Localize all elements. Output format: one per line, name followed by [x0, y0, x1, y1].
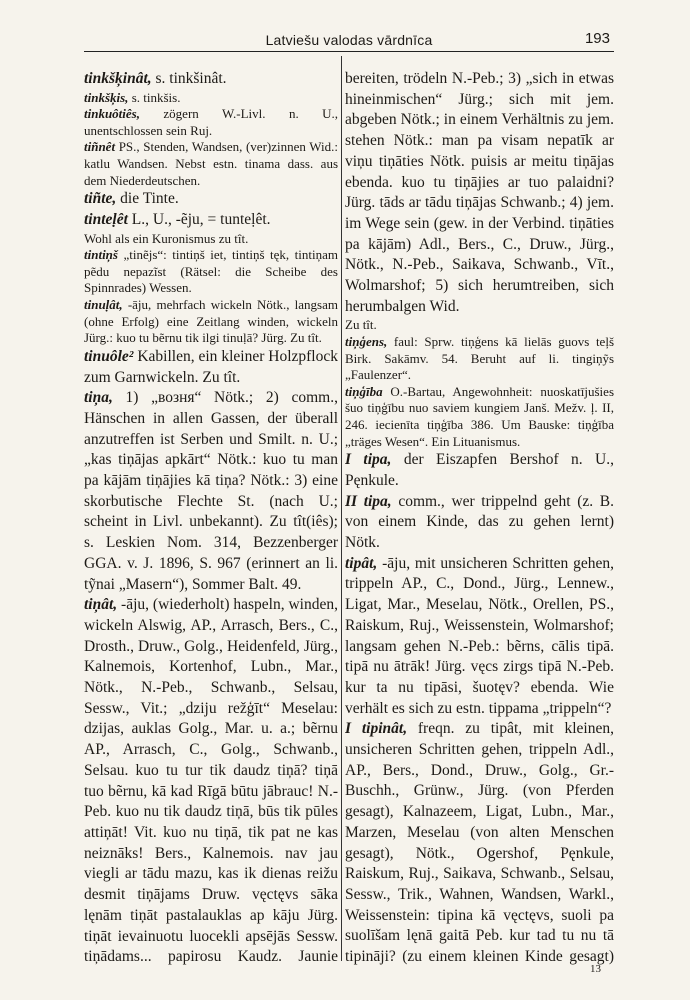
dictionary-entry [84, 595, 338, 969]
dictionary-entry [84, 69, 338, 90]
page-number: 193 [584, 30, 610, 47]
entry-headword: tinteḷêt [84, 210, 128, 228]
dictionary-entry [84, 347, 338, 388]
entry-text: der Eiszapfen Bershof n. U., Pęnkule. [345, 451, 614, 489]
dictionary-entry [84, 247, 338, 297]
dictionary-entry [345, 719, 614, 969]
entry-headword: I tipinât, [345, 720, 408, 738]
entry-text: bereiten, trödeln N.-Peb.; 3) „sich in etwas hineinmischen“ Jürg.; sich mit jem. abgeben Nötk.; in einem Verhältnis zu jem. stehen Nötk.: man pa visam nepatīk ar viņu tiņāties Nötk. puisis ar meitu tiņājas ebenda. kuo tu tiņājies ar tuo palaidni? Jürg. tāds ar tādu tiņājas Schwanb.; 4) jem. im Wege sein (gew. in der Verbind. tiņāties pa kājām) Adl., Bers., C., Druw., Jürg., Nötk., N.-Peb., Saikava, Schwanb., Vīt., Wolmarshof; 5) sich herumtreiben, sich herumbalgen Wid. [345, 70, 614, 315]
dictionary-entry [84, 388, 338, 595]
entry-text: faul: Sprw. tiņģens kā lielās guovs teļš Birk. Sakāmv. 54. Beruht auf li. tingiņỹs „Faulenzer“. [345, 334, 614, 383]
entry-text: -āju, mit unsicheren Schritten gehen, trippeln AP., C., Dond., Jürg., Lennew., Ligat, Mar., Meselau, Nötk., Orellen, PS., Raiskum, Ruj., Weissenstein, Wolmarshof; langsam gehen N.-Peb.: bẽrns, cālis tipā. tipā nu ātrāk! Jürg. vęcs zirgs tipā N.-Peb. kur ta nu tipāsi, šuotęv? ebenda. Wie verhält es sich zu estn. tippama „trippeln“? [345, 554, 614, 717]
dictionary-entry [345, 450, 614, 491]
entry-headword: tiñnêt [84, 139, 116, 155]
signature-mark: 13 [590, 963, 601, 975]
entry-headword: tintiņš [84, 247, 118, 263]
dictionary-entry [84, 210, 338, 231]
dictionary-entry [345, 384, 614, 450]
entry-headword: tinkšķinât, [84, 70, 152, 87]
dictionary-entry [345, 554, 614, 720]
dictionary-entry [84, 297, 338, 347]
entry-text: Wohl als ein Kuronismus zu tît. [84, 230, 249, 246]
entry-text: s. tinkšinât. [151, 70, 227, 87]
dictionary-entry [84, 231, 338, 248]
dictionary-entry [345, 317, 614, 334]
entry-headword: tiņģība [345, 383, 383, 399]
entry-text: -āju, (wiederholt) haspeln, winden, wickeln Alswig, AP., Arrasch, Bers., C., Drosth., Druw., Golg., Heidenfeld, Jürg., Kalnemois, Kortenhof, Lubn., Mar., Nötk., N.-Peb., Schwanb., Selsau, Sessw., Vit.; „dziju režģīt“ Meselau: dzijas, auklas Golg., Mar. u. a.; bẽrnu AP., Arrasch, C., Golg., Schwanb., Selsau. kuo tu tur tik daudz tiņā? tiņā tuo bẽrnu, kā kad Rīgā būtu jābrauc! N.-Peb. kuo nu tik daudz tiņā, būs tik pūles attiņāt! Vit. kuo nu tiņā, tik pat ne kas neiznāks! Bers., Kalnemois. nav jau viegli ar tādu mazu, kas ik dienas reižu desmit tiņājams Druw. vęctęvs sāka lęnām tiņāt pastalauklas ap kāju Jürg. tiņāt ievainuotu luocekli apsējās Sessw. tiņādams... papirosu Kaudz. Jaunie [84, 596, 338, 966]
entry-text: freqn. zu tipât, mit kleinen, unsicheren Schritten gehen, trippeln Adl., AP., Bers., Dond., Druw., Golg., Gr.-Buschh., Grünw., Jürg. (von Pferden gesagt), Kalnazeem, Ligat, Lubn., Mar., Marzen, Meselau (von alten Menschen gesagt), Nötk., Ogershof, Pęnkule, Raiskum, Ruj., Saikava, Schwanb., Selsau, Sessw., Trik., Wahnen, Wandsen, Warkl., Weissenstein: tipina kā vęctęvs, suoli pa suolīšam lęnā gaitā Peb. kur tad tu nu tā tipināji? (zu einem kleinen Kinde gesagt) [345, 720, 614, 966]
left-column [84, 69, 338, 969]
running-title: Latviešu valodas vārdnīca [265, 32, 433, 48]
dictionary-entry [345, 334, 614, 384]
entry-headword: II tipa, [345, 492, 392, 510]
entry-headword: tinuḷât, [84, 297, 123, 313]
entry-text: -āju, mehrfach wickeln Nötk., langsam (ohne Erfolg) eine Zeitlang winden, wickeln Jürg.: kuo tu bẽrnu tik ilgi tinuḷā? Jürg. Zu tît. [84, 297, 338, 346]
entry-text: zögern W.-Livl. n. U., unentschlossen sein Ruj. [84, 106, 338, 138]
dictionary-entry [84, 106, 338, 139]
entry-headword: tiņa, [84, 389, 113, 407]
entry-headword: tinkuôtiês, [84, 106, 140, 122]
entry-text: Kabillen, ein kleiner Holzpflock zum Garnwickeln. Zu tît. [84, 347, 338, 386]
entry-text: O.-Bartau, Angewohnheit: nuoskatījušies šuo tiņģību nuo saviem kungiem Janš. Mežv. ļ. II, 246. iecienīta tiņģība 386. Um Bauske: tiņģība „träges Wesen“. Ein Lituanismus. [345, 383, 614, 449]
dictionary-entry [345, 492, 614, 554]
entry-headword: tiņât, [84, 596, 118, 614]
entry-headword: tinuôle² [84, 347, 134, 365]
entry-text: PS., Stenden, Wandsen, (ver)zinnen Wid.: katlu Wandsen. Nebst estn. tinama dass. aus dem Niederdeutschen. [84, 139, 338, 188]
dictionary-entry [84, 90, 338, 107]
entry-headword: I tipa, [345, 451, 392, 469]
entry-text: s. tinkšis. [128, 89, 181, 105]
running-header [84, 30, 614, 52]
entry-text: „tinẽjs“: tintiņš iet, tintiņš tęk, tintiņam pẽdu nepazĩst (Rätsel: die Scheibe des Spinnrades) Wessen. [84, 247, 338, 296]
entry-headword: tipât, [345, 554, 378, 572]
entry-headword: tiñte, [84, 190, 117, 208]
right-column [345, 69, 614, 969]
entry-text: L., U., -ẽju, = tunteḷêt. [127, 210, 271, 228]
dictionary-entry [84, 189, 338, 210]
dictionary-entry [345, 69, 614, 317]
entry-text: die Tinte. [116, 190, 179, 208]
dictionary-entry [84, 139, 338, 189]
column-divider [341, 56, 342, 961]
entry-text: Zu tît. [345, 317, 377, 333]
entry-text: 1) „возня“ Nötk.; 2) comm., Hänschen in allen Gassen, der überall anzutreffen ist Serben und Smilt. n. U.; „kas tiņājas apkārt“ Nötk.: kuo tu man pa kājām tiņājies kā tiņa? Nötk.: 3) eine skorbutische Flechte St. (nach U.; scheint in Livl. unbekannt). Zu tît(iês); s. Leskien Nom. 314, Bezzenberger GGA. v. J. 1896, S. 967 (erinnert an li. tỹnai „Masern“), Sommer Balt. 49. [84, 389, 338, 593]
entry-headword: tinkšķis, [84, 89, 129, 105]
entry-text: comm., wer trippelnd geht (z. B. von einem Kinde, das zu gehen lernt) Nötk. [345, 492, 614, 551]
entry-headword: tiņģens, [345, 334, 388, 350]
